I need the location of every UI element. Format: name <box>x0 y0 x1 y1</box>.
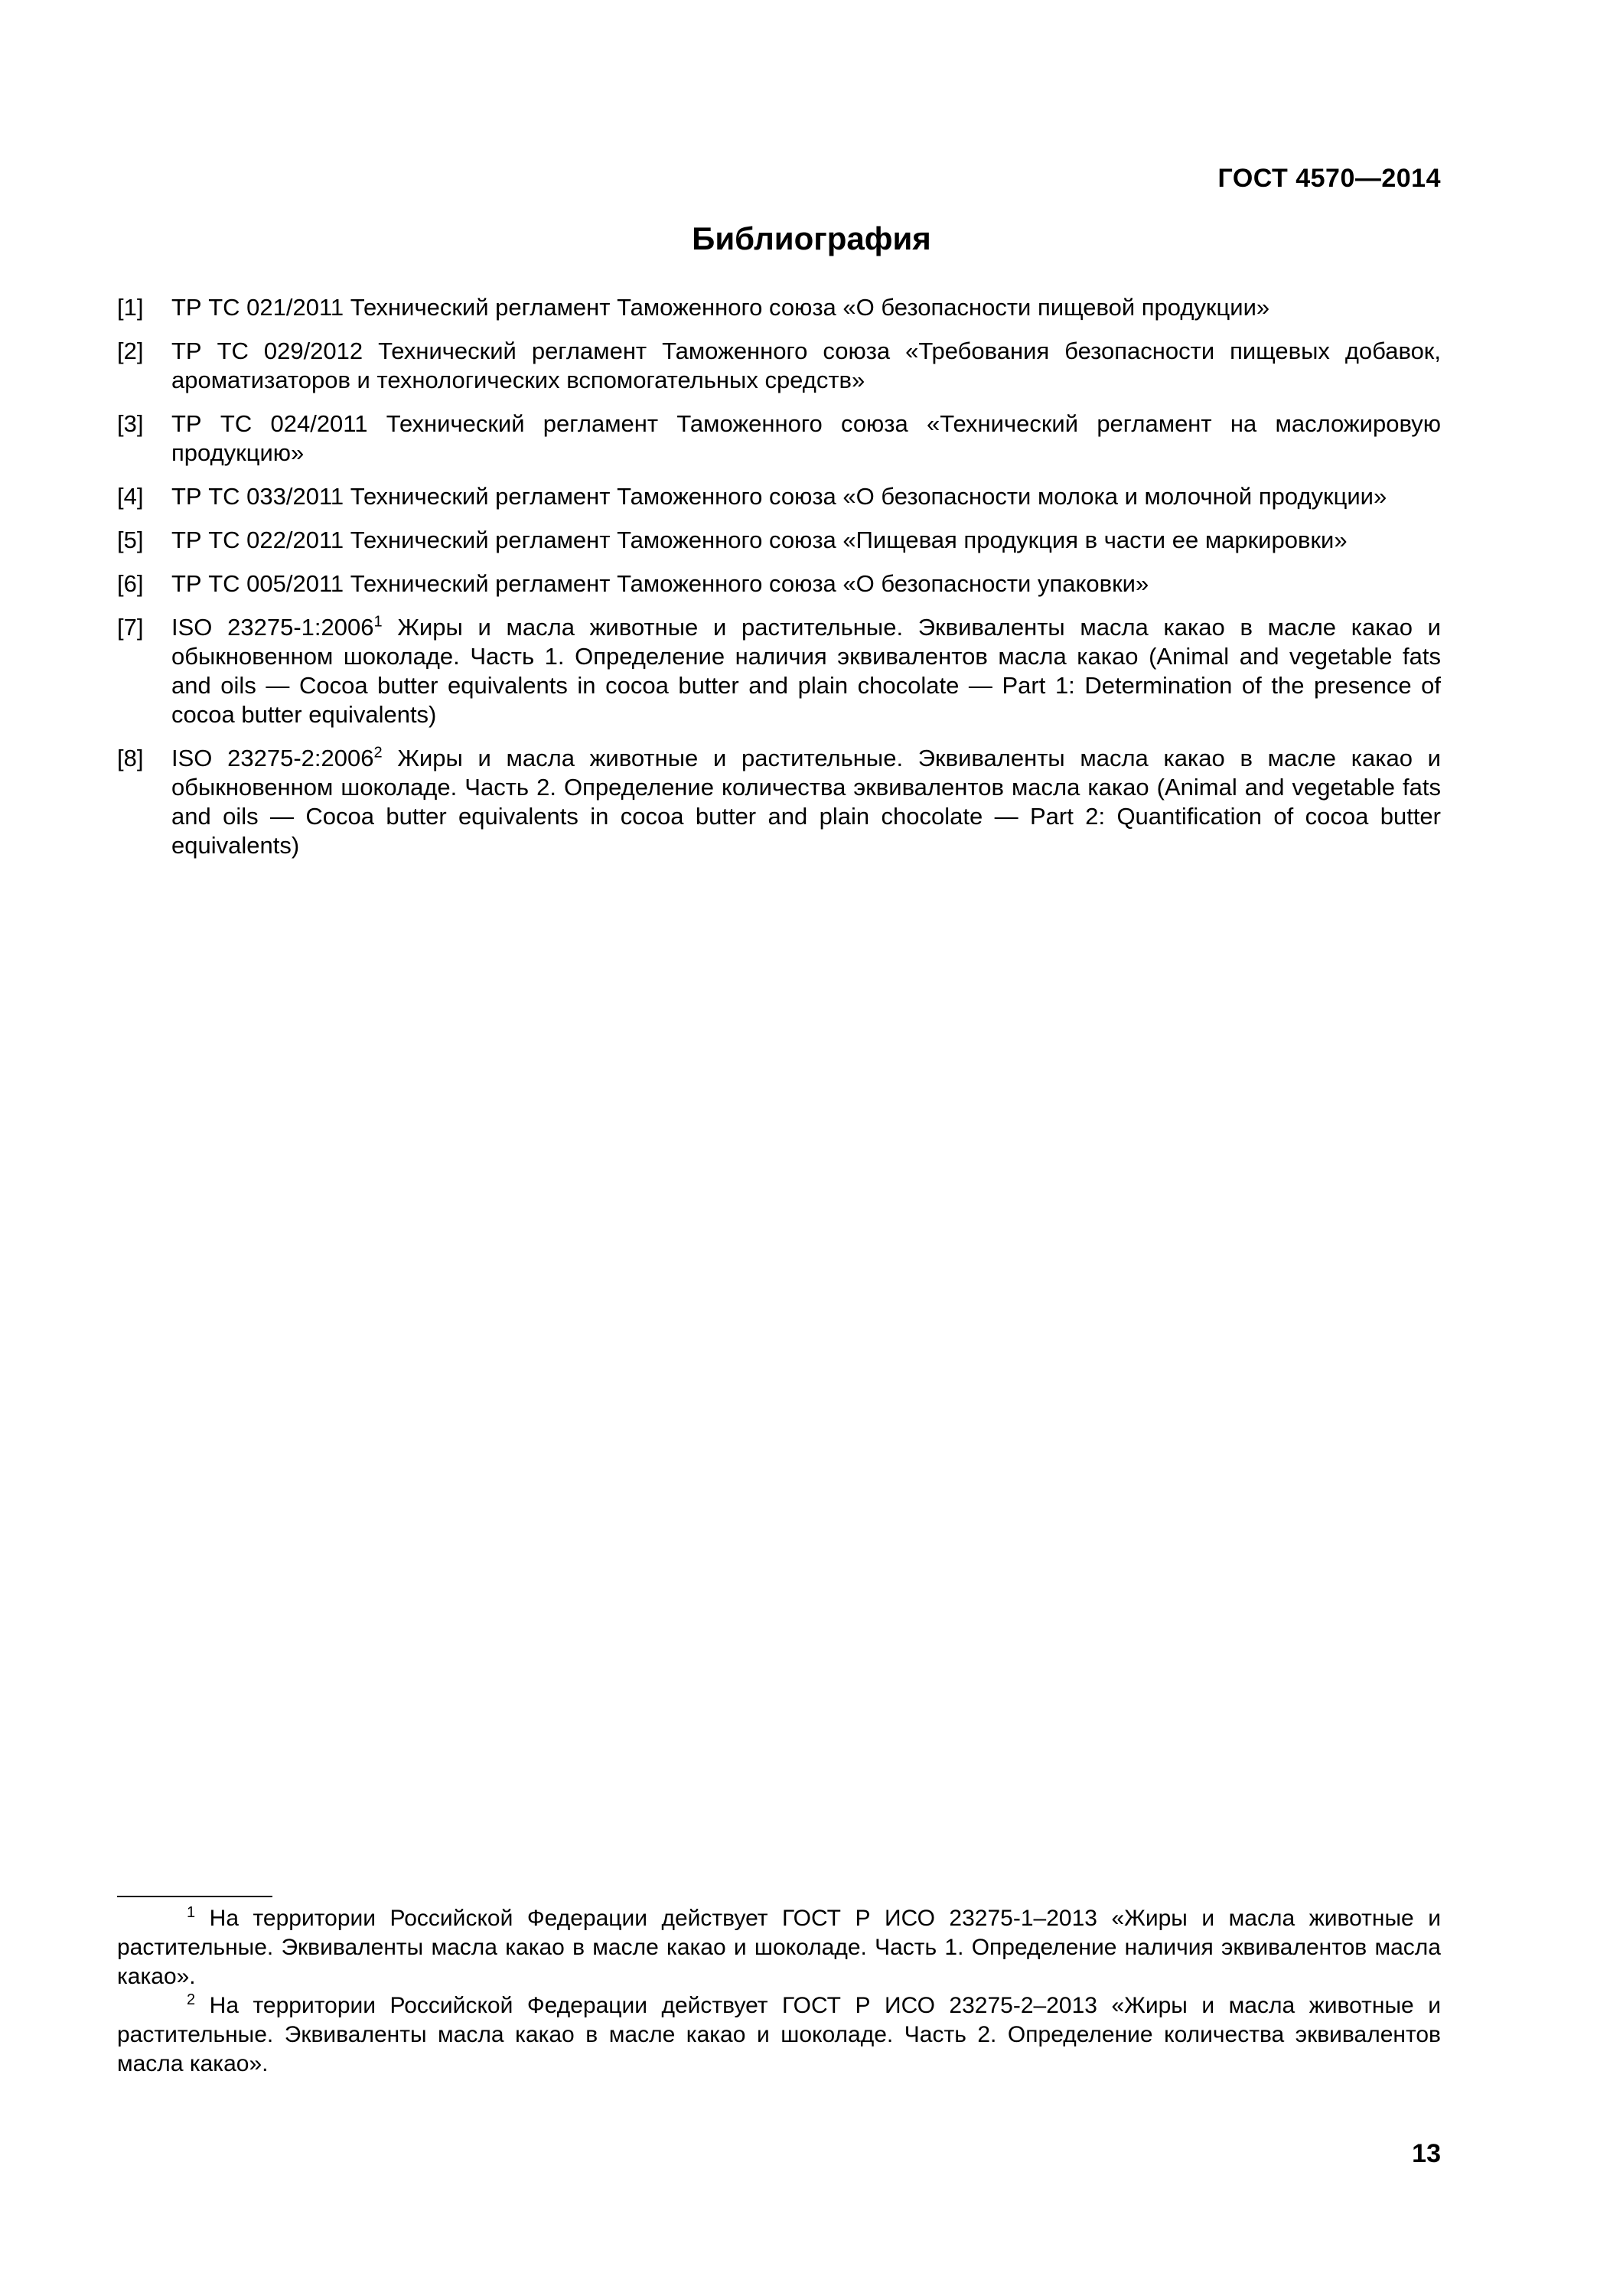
entry-text: ISO 23275-1:2006$^1$ Жиры и масла животные и растительные. Эквиваленты масла какао в масле какао и обыкновенном шоколаде. Часть 1. Определение наличия эквивалентов масла какао (Animal and vegetable fats and oils — Cocoa butter equivalents in cocoa butter and plain chocolate — Part 1: Determination of the presence of cocoa butter equivalents) <box>171 613 1442 728</box>
bibliography-entry <box>117 293 1441 322</box>
entry-number: [1] <box>117 294 144 321</box>
footnote-text: На территории Российской Федерации действует ГОСТ Р ИСО 23275-2–2013 «Жиры и масла животные и растительные. Эквиваленты масла какао в масле какао и шоколаде. Часть 2. Определение количества эквивалентов масла какао». <box>117 1993 1441 2076</box>
entry-number: [8] <box>117 745 144 771</box>
bibliography-entry <box>117 744 1441 860</box>
standard-designation: ГОСТ 4570—2014 <box>1217 164 1441 193</box>
entry-text: ТР ТС 024/2011 Технический регламент Таможенного союза «Технический регламент на масложировую продукцию» <box>171 410 1441 466</box>
entry-text: ТР ТС 021/2011 Технический регламент Таможенного союза «О безопасности пищевой продукции» <box>171 294 1270 321</box>
entry-number: [5] <box>117 527 144 553</box>
footnote-reference[interactable]: 1 <box>373 613 383 631</box>
footnote-mark: 1 <box>187 1904 196 1921</box>
footnote <box>117 1991 1441 2079</box>
entry-number: [7] <box>117 614 144 641</box>
entry-number: [4] <box>117 483 144 510</box>
bibliography-entry <box>117 526 1441 555</box>
entry-text: ISO 23275-2:2006$^2$ Жиры и масла животные и растительные. Эквиваленты масла какао в масле какао и обыкновенном шоколаде. Часть 2. Определение количества эквивалентов масла какао (Animal and vegetable fats and oils — Cocoa butter equivalents in cocoa butter and plain chocolate — Part 2: Quantification of cocoa butter equivalents) <box>171 744 1442 859</box>
bibliography-entry <box>117 613 1441 729</box>
entry-number: [2] <box>117 338 144 364</box>
entry-number: [6] <box>117 570 144 597</box>
bibliography-entry <box>117 337 1441 395</box>
bibliography-entry <box>117 569 1441 598</box>
bibliography-list <box>117 293 1441 875</box>
page-number: 13 <box>1412 2139 1441 2168</box>
entry-text: ТР ТС 005/2011 Технический регламент Таможенного союза «О безопасности упаковки» <box>171 570 1149 597</box>
page-title: Библиография <box>692 220 931 256</box>
footnote-separator <box>117 1896 272 1897</box>
footnote <box>117 1904 1441 1991</box>
bibliography-entry <box>117 409 1441 468</box>
footnote-text: На территории Российской Федерации действует ГОСТ Р ИСО 23275-1–2013 «Жиры и масла животные и растительные. Эквиваленты масла какао в масле какао и шоколаде. Часть 1. Определение наличия эквивалентов масла какао». <box>117 1906 1441 1989</box>
entry-text: ТР ТС 022/2011 Технический регламент Таможенного союза «Пищевая продукция в части ее маркировки» <box>171 527 1348 553</box>
footnote-mark: 2 <box>187 1991 196 2008</box>
entry-text: ТР ТС 033/2011 Технический регламент Таможенного союза «О безопасности молока и молочной продукции» <box>171 483 1387 510</box>
entry-number: [3] <box>117 410 144 437</box>
footnotes <box>117 1904 1441 2079</box>
entry-text: ТР ТС 029/2012 Технический регламент Таможенного союза «Требования безопасности пищевых добавок, ароматизаторов и технологических вспомогательных средств» <box>171 338 1441 393</box>
footnote-reference[interactable]: 2 <box>373 744 383 762</box>
bibliography-entry <box>117 482 1441 511</box>
